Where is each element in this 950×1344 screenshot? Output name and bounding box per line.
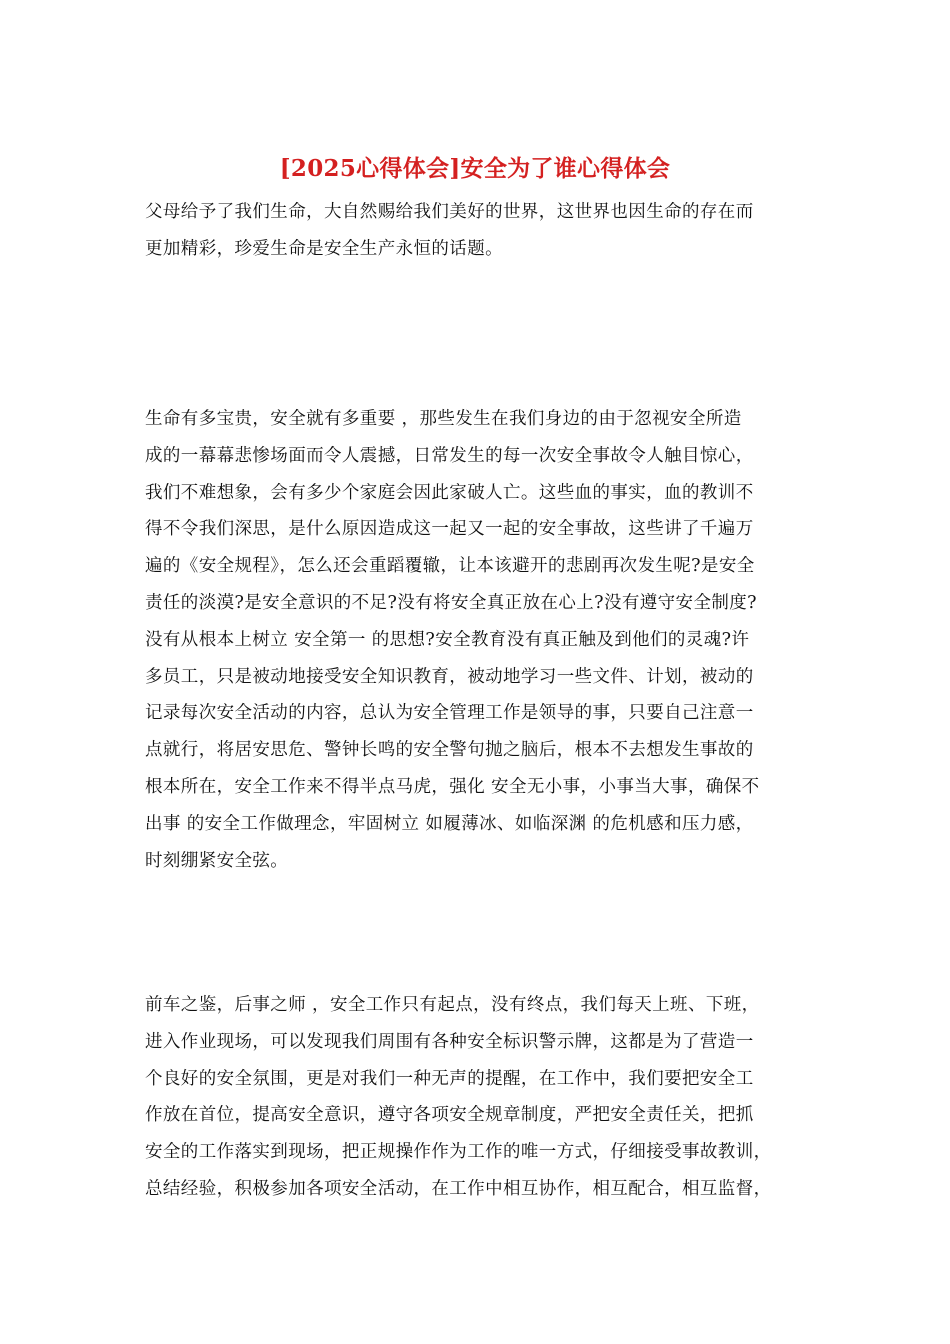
paragraph-line: 根本所在，安全工作来不得半点马虎，强化 安全无小事，小事当大事，确保不 <box>145 776 760 797</box>
paragraph-line: 多员工，只是被动地接受安全知识教育，被动地学习一些文件、计划，被动的 <box>145 666 754 687</box>
paragraph-line: 点就行，将居安思危、警钟长鸣的安全警句抛之脑后，根本不去想发生事故的 <box>145 740 754 761</box>
paragraph-line: 没有从根本上树立 安全第一 的思想?安全教育没有真正触及到他们的灵魂?许 <box>145 629 750 650</box>
paragraph-line: 前车之鉴，后事之师 ，安全工作只有起点，没有终点，我们每天上班、下班， <box>145 995 760 1015</box>
paragraph-line: 记录每次安全活动的内容，总认为安全管理工作是领导的事，只要自己注意一 <box>145 703 754 724</box>
paragraph-line: 我们不难想象，会有多少个家庭会因此家破人亡。这些血的事实，血的教训不 <box>145 482 754 503</box>
paragraph-line: 安全的工作落实到现场，把正规操作作为工作的唯一方式，仔细接受事故教训， <box>145 1142 772 1163</box>
paragraph-line: 进入作业现场，可以发现我们周围有各种安全标识警示牌，这都是为了营造一 <box>145 1031 754 1052</box>
document-title: [2025心得体会]安全为了谁心得体会 <box>279 155 671 182</box>
paragraph-line: 总结经验，积极参加各项安全活动，在工作中相互协作，相互配合，相互监督， <box>145 1178 772 1199</box>
paragraph-lessons <box>145 987 810 1208</box>
paragraph-line: 父母给予了我们生命，大自然赐给我们美好的世界，这世界也因生命的存在而 <box>145 202 754 222</box>
paragraph-line: 时刻绷紧安全弦。 <box>145 850 289 871</box>
paragraph-line: 得不令我们深思，是什么原因造成这一起又一起的安全事故，这些讲了千遍万 <box>145 519 754 540</box>
paragraph-line: 作放在首位，提高安全意识，遵守各项安全规章制度，严把安全责任关，把抓 <box>145 1105 754 1126</box>
paragraph-line: 责任的淡漠?是安全意识的不足?没有将安全真正放在心上?没有遵守安全制度? <box>145 592 757 613</box>
paragraph-line: 遍的《安全规程》，怎么还会重蹈覆辙，让本该避开的悲剧再次发生呢?是安全 <box>145 556 755 577</box>
paragraph-line: 更加精彩，珍爱生命是安全生产永恒的话题。 <box>145 238 503 259</box>
paragraph-line: 个良好的安全氛围，更是对我们一种无声的提醒，在工作中，我们要把安全工 <box>145 1068 754 1089</box>
paragraph-line: 出事 的安全工作做理念，牢固树立 如履薄冰、如临深渊 的危机感和压力感， <box>145 813 754 834</box>
paragraph-line: 成的一幕幕悲惨场面而令人震撼，日常发生的每一次安全事故令人触目惊心， <box>145 445 754 466</box>
paragraph-life-value <box>145 401 810 879</box>
paragraph-line: 生命有多宝贵，安全就有多重要 ，那些发生在我们身边的由于忽视安全所造 <box>145 409 742 429</box>
paragraph-intro <box>145 194 810 268</box>
